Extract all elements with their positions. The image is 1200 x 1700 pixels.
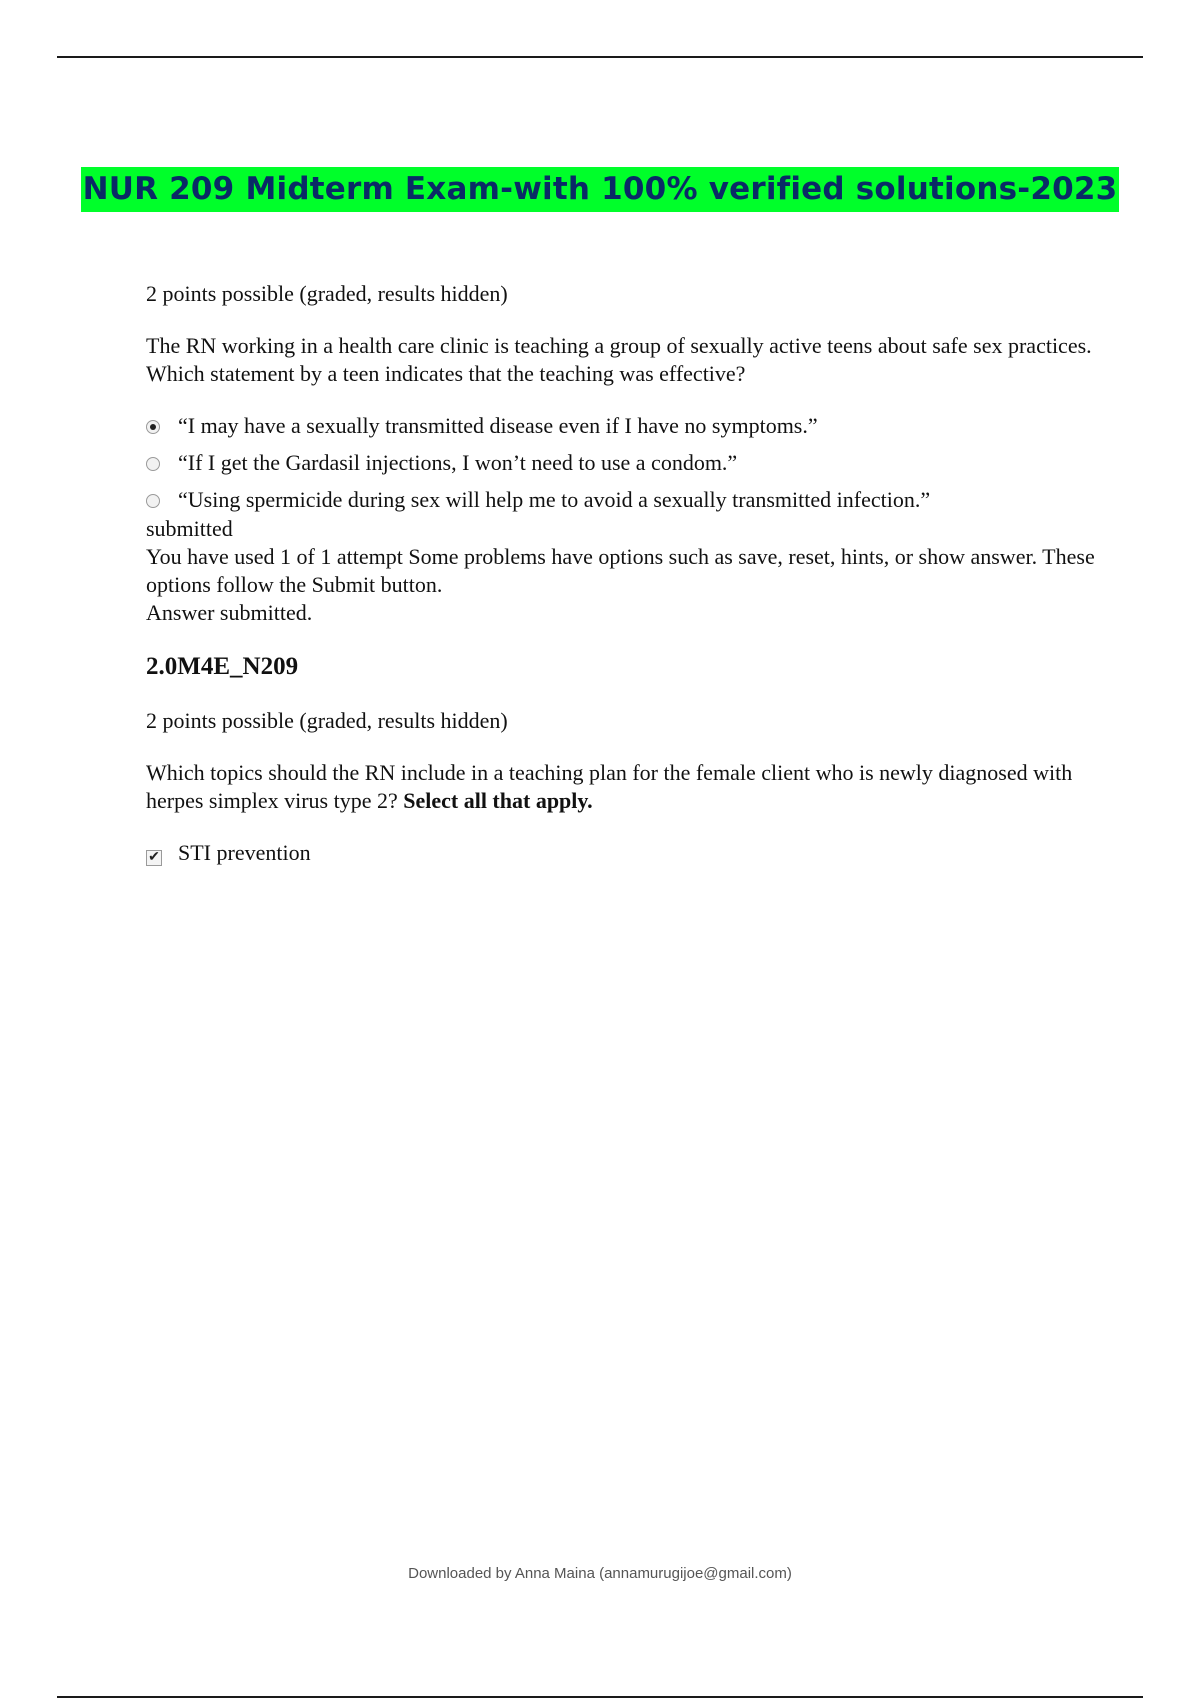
q2-option-1-label: STI prevention: [178, 840, 311, 865]
q1-option-3-label: “Using spermicide during sex will help me to avoid a sexually transmitted infection.”: [178, 487, 931, 512]
bottom-rule: [57, 1696, 1143, 1698]
q2-option-1[interactable]: [146, 839, 1106, 868]
radio-icon[interactable]: [146, 494, 160, 508]
q1-prompt: The RN working in a health care clinic is teaching a group of sexually active teens about safe sex practices. Which statement by a teen indicates that the teaching was effective?: [146, 333, 1092, 386]
q1-points: 2 points possible (graded, results hidden): [146, 281, 508, 306]
top-rule: [57, 56, 1143, 58]
q1-option-1-label: “I may have a sexually transmitted disease even if I have no symptoms.”: [178, 413, 818, 438]
q1-option-2[interactable]: [146, 449, 1106, 478]
radio-icon[interactable]: [146, 457, 160, 471]
q1-answer-note: Answer submitted.: [146, 600, 313, 625]
q2-prompt-emphasis: Select all that apply.: [403, 788, 593, 813]
q1-option-2-label: “If I get the Gardasil injections, I won’t need to use a condom.”: [178, 450, 738, 475]
q1-attempts-note: You have used 1 of 1 attempt Some problems have options such as save, reset, hints, or show answer. These options follow the Submit button.: [146, 544, 1095, 597]
exam-content: [146, 280, 1106, 876]
download-footer: Downloaded by Anna Maina (annamurugijoe@gmail.com): [408, 1565, 792, 1582]
radio-selected-icon[interactable]: [146, 420, 160, 434]
title-bar: [0, 167, 1200, 212]
checkbox-checked-icon[interactable]: ✔: [146, 850, 162, 866]
q1-option-1[interactable]: [146, 412, 1106, 441]
q2-prompt: [146, 759, 1106, 815]
q2-points: 2 points possible (graded, results hidden): [146, 708, 508, 733]
q1-option-3[interactable]: [146, 486, 1106, 515]
q2-prompt-text: Which topics should the RN include in a teaching plan for the female client who is newly diagnosed with herpes simplex virus type 2?: [146, 760, 1073, 813]
q1-status: submitted: [146, 516, 233, 541]
document-title: NUR 209 Midterm Exam-with 100% verified solutions-2023: [81, 167, 1120, 212]
q2-heading: 2.0M4E_N209: [146, 653, 299, 680]
